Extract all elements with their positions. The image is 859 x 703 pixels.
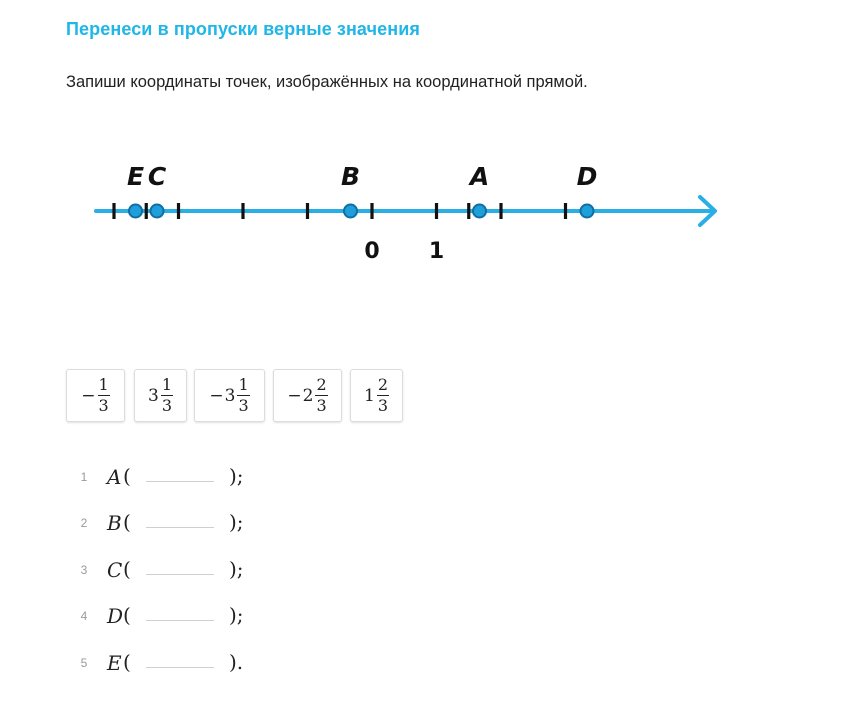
point-label-c: C: [147, 162, 167, 191]
answer-point-letter: C: [107, 558, 123, 582]
answer-point-letter: E: [107, 651, 122, 675]
answer-open-paren: (: [123, 464, 131, 488]
point-label-e: E: [126, 162, 145, 191]
point-label-a: A: [469, 162, 490, 191]
chip-whole: 3: [147, 385, 159, 406]
chip-denominator: 3: [161, 396, 172, 415]
point-c: [151, 205, 164, 218]
answer-close-paren: );: [229, 510, 244, 534]
answer-chip[interactable]: [273, 369, 342, 422]
answer-drop-slot[interactable]: [144, 464, 216, 486]
chip-numerator: 1: [98, 375, 109, 394]
answer-index: 3: [80, 563, 88, 577]
answer-drop-slot[interactable]: [144, 650, 216, 672]
answer-chip[interactable]: [134, 369, 187, 422]
chip-fraction: [377, 377, 389, 414]
answer-chip[interactable]: [194, 369, 265, 422]
chip-whole: 1: [363, 385, 375, 406]
chip-whole: 3: [224, 385, 236, 406]
answer-point-letter: A: [107, 465, 122, 489]
answer-index: 5: [80, 656, 88, 670]
chip-denominator: 3: [316, 396, 327, 415]
answer-close-paren: );: [229, 464, 244, 488]
tick-label: 0: [364, 239, 380, 264]
answer-open-paren: (: [123, 603, 131, 627]
chip-denominator: 3: [377, 396, 388, 415]
answer-row: [78, 462, 318, 492]
task-title: Перенеси в пропуски верные значения: [66, 19, 420, 39]
chip-fraction: [98, 377, 110, 414]
answer-close-paren: ).: [229, 650, 244, 674]
answer-drop-slot[interactable]: [144, 557, 216, 579]
chip-whole: 2: [302, 385, 314, 406]
point-d: [580, 205, 593, 218]
point-b: [344, 205, 357, 218]
answer-close-paren: );: [229, 603, 244, 627]
answer-open-paren: (: [123, 650, 131, 674]
chip-numerator: 1: [161, 375, 172, 394]
chip-denominator: 3: [98, 396, 109, 415]
chip-sign: −: [287, 385, 302, 406]
answer-open-paren: (: [123, 510, 131, 534]
answer-chip[interactable]: [66, 369, 125, 422]
answer-row: [78, 555, 318, 585]
answer-chip[interactable]: [350, 369, 403, 422]
number-line: [0, 0, 859, 300]
answer-row: [78, 601, 318, 631]
answer-drop-slot[interactable]: [144, 603, 216, 625]
answer-point-letter: B: [107, 511, 122, 535]
chip-fraction: [315, 377, 327, 414]
answer-row: [78, 648, 318, 678]
chip-numerator: 2: [377, 375, 388, 394]
answer-index: 4: [80, 609, 88, 623]
point-label-d: D: [576, 162, 598, 191]
chip-sign: −: [81, 385, 96, 406]
answer-point-letter: D: [107, 604, 124, 628]
answer-close-paren: );: [229, 557, 244, 581]
chip-numerator: 1: [238, 375, 249, 394]
answer-index: 1: [80, 470, 88, 484]
point-a: [473, 205, 486, 218]
point-label-b: B: [340, 162, 361, 191]
chip-denominator: 3: [238, 396, 249, 415]
chip-fraction: [161, 377, 173, 414]
chip-fraction: [237, 377, 249, 414]
chip-sign: −: [209, 385, 224, 406]
answer-drop-slot[interactable]: [144, 510, 216, 532]
answer-open-paren: (: [123, 557, 131, 581]
answer-row: [78, 508, 318, 538]
task-instruction: Запиши координаты точек, изображённых на координатной прямой.: [66, 73, 588, 91]
answer-index: 2: [80, 516, 88, 530]
tick-label: 1: [428, 239, 445, 264]
point-e: [129, 205, 142, 218]
chip-numerator: 2: [316, 375, 327, 394]
